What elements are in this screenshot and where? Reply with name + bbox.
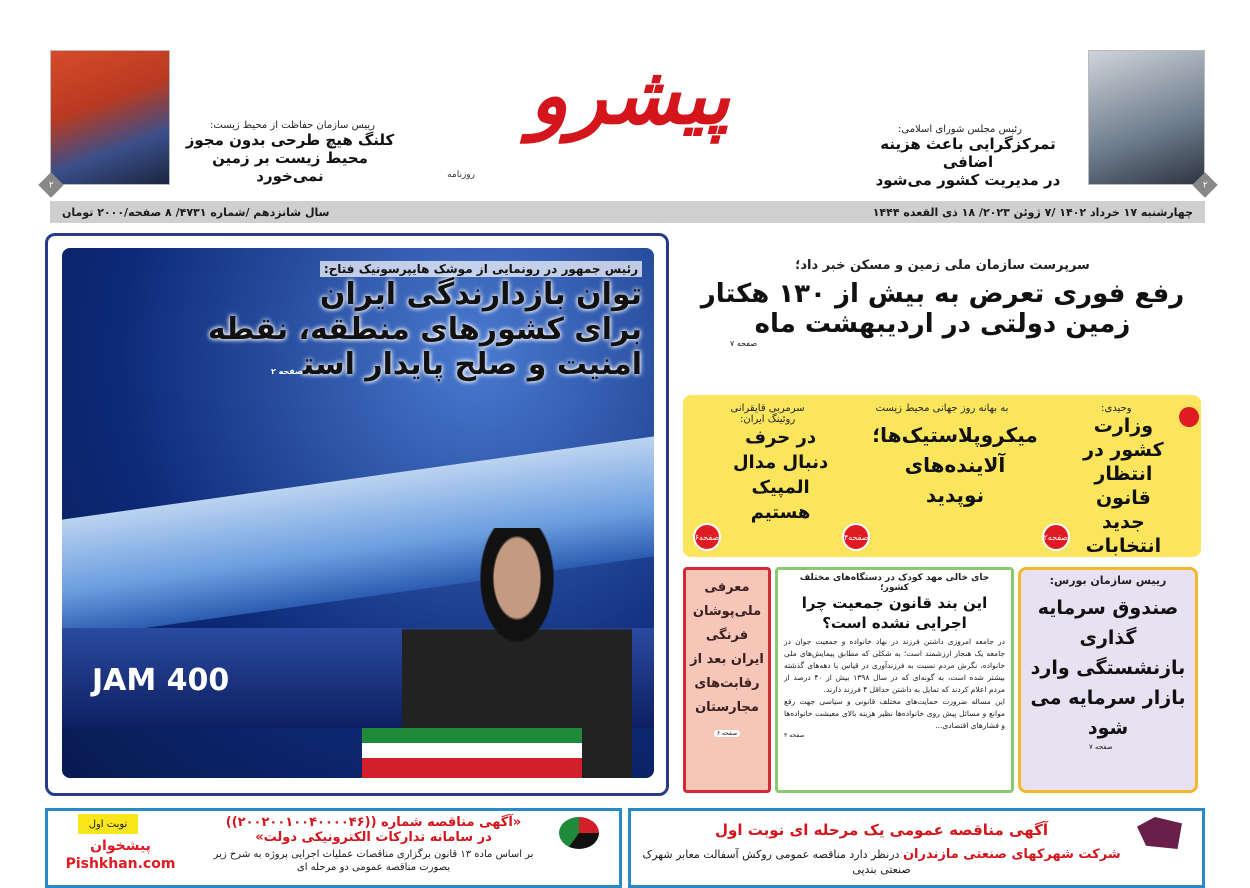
gov-logo bbox=[559, 817, 599, 849]
masthead-subtitle: روزنامه bbox=[447, 170, 475, 180]
teaser-microplastics[interactable]: به بهانه روز جهانی محیط زیست میکروپلاستیک‌ها؛ آلاینده‌های نوپدید صفحه۴ bbox=[842, 403, 1042, 549]
top-left-story[interactable]: رییس سازمان حفاظت از محیط زیست: کلنگ هیچ طرحی بدون مجوز محیط زیست بر زمین نمی‌خورد bbox=[185, 120, 395, 185]
company-logo bbox=[1137, 817, 1182, 849]
watermark: پیشخوان Pishkhan.com bbox=[65, 838, 176, 872]
teaser-rowing[interactable]: سرمربی قایقرانی روئینگ ایران: در حرف دنبال مدال المپیک هستیم صفحه۶ bbox=[693, 403, 842, 549]
ad-left[interactable]: نوبت اول پیشخوان Pishkhan.com «آگهی مناقصه شماره ((۲۰۰۲۰۰۱۰۰۴۰۰۰۰۴۶)) در سامانه تدارکات الکترونیکی دولت» بر اساس ماده ۱۳ قانون برگزاری مناقصات عملیات اجرایی پروژه به شرح زیر بصورت مناقصه عمومی دو مرحله ای bbox=[45, 808, 622, 888]
purple-box[interactable]: رییس سازمان بورس: صندوق سرمایه گذاری بازنشستگی وارد بازار سرمایه می شود صفحه ۷ bbox=[1018, 567, 1198, 793]
headline: برای کشورهای منطقه، نقطه bbox=[207, 312, 642, 347]
headline: توان بازدارندگی ایران bbox=[319, 277, 642, 312]
issue-info: سال شانزدهم /شماره ۴۷۳۱/ ۸ صفحه/۲۰۰۰ تومان bbox=[62, 205, 330, 219]
poster-text: JAM 400 bbox=[92, 663, 230, 698]
top-right-photo bbox=[1088, 50, 1205, 185]
masthead-logo: پیشرو روزنامه bbox=[447, 48, 730, 180]
pink-box[interactable]: معرفی ملی‌پوشان فرنگی ایران بعد از رقابت‌های مجارستان صفحه ۶ bbox=[683, 567, 771, 793]
headline: امنیت و صلح پایدار است bbox=[302, 347, 642, 382]
podium bbox=[362, 728, 582, 778]
top-left-photo bbox=[50, 50, 170, 185]
kicker: رئیس مجلس شورای اسلامی: bbox=[898, 124, 1022, 135]
date: چهارشنبه ۱۷ خرداد ۱۴۰۲ /۷ ژوئن ۲۰۲۳/ ۱۸ ذی القعده ۱۴۴۴ bbox=[872, 205, 1193, 219]
kicker: رئیس جمهور در رونمایی از موشک هایپرسونیک فتاح: bbox=[320, 261, 642, 277]
second-story[interactable]: سرپرست سازمان ملی زمین و مسکن خبر داد؛ رفع فوری تعرض به بیش از ۱۳۰ هکتار زمین دولتی در اردیبهشت ماه صفحه ۷ bbox=[700, 258, 1185, 348]
round-badge: نوبت اول bbox=[78, 814, 138, 834]
yellow-teaser-box bbox=[683, 395, 1201, 557]
top-right-story[interactable] bbox=[858, 124, 1078, 189]
teaser-vahidi[interactable]: وحیدی: وزارت کشور در انتظار قانون جدید انتخابات صفحه۲ bbox=[1043, 403, 1164, 557]
headline: در مدیریت کشور می‌شود bbox=[875, 171, 1061, 189]
date-bar bbox=[50, 201, 1205, 223]
lead-story[interactable] bbox=[45, 233, 669, 796]
ad-right[interactable]: آگهی مناقصه عمومی یک مرحله ای نوبت اول شرکت شهرکهای صنعتی مازندران درنظر دارد مناقصه عمومی روکش آسفالت معابر شهرک صنعتی بندپی bbox=[628, 808, 1205, 888]
page-badge: ۲ bbox=[38, 172, 63, 197]
page-ref: صفحه ۲ bbox=[270, 367, 303, 376]
green-box[interactable]: جای خالی مهد کودک در دستگاه‌های مختلف کشور؛ این بند قانون جمعیت چرا اجرایی نشده است؟ در جامعه امروزی داشتن فرزند در نهاد خانواده و جمعیت جوان در جامعه یک هنجار ارزشمند است؛ به شکلی که مطابق پیمایش‌های ملی خانواده، نگرش مردم نسبت به فرزندآوری در قیاس با دهه‌های گذشته بیشتر شده است، به گونه‌ای که در سال ۱۳۹۸ بیش از ۴۰ درصد از مردم اعلام کردند که تمایل به داشتن حداقل ۴ فرزند دارند. این مساله ضرورت حمایت‌های مختلف قانونی و سیاسی جهت رفع موانع و مسائل پیش روی خانواده‌ها نظیر هزینه بالای معیشت خانواده‌ها و فشارهای اقتصادی... صفحه ۳ bbox=[775, 567, 1014, 793]
page-badge: ۲ bbox=[1192, 172, 1217, 197]
headline: تمرکزگرایی باعث هزینه اضافی bbox=[880, 135, 1056, 171]
lead-photo bbox=[62, 248, 654, 778]
